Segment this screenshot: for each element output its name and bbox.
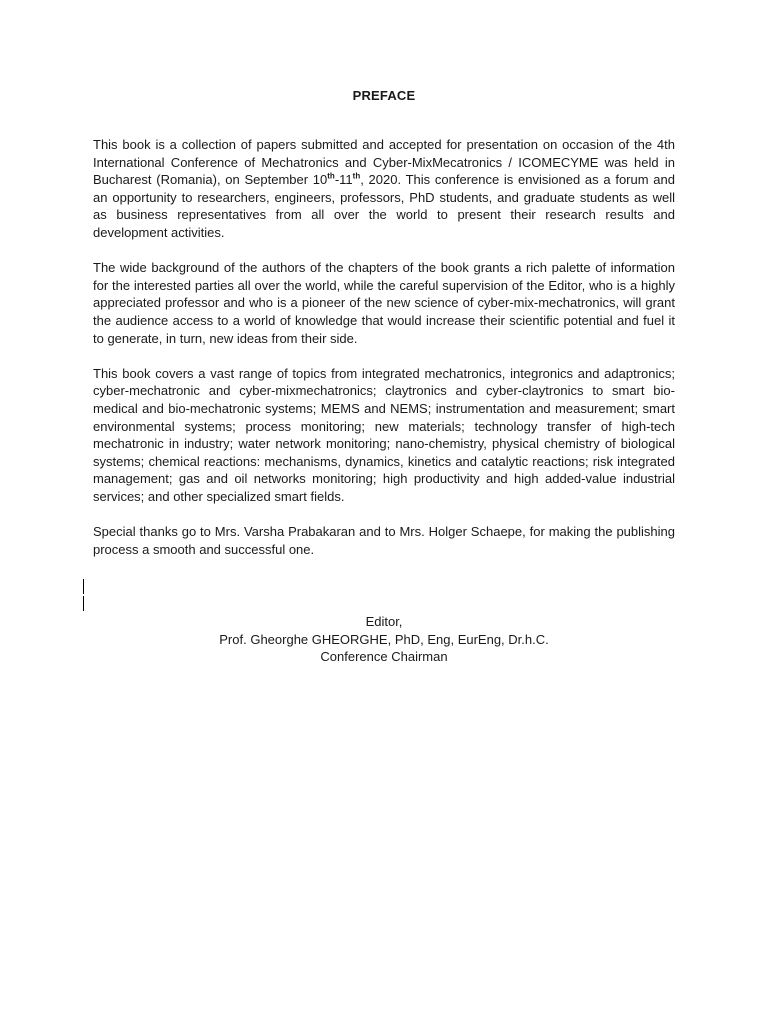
signature-block <box>0 613 768 666</box>
paragraph-intro-start: This book is a collection of papers submitted and accepted for presentation on occasion of the 4th International Conference of Mechatronics and Cyber-MixMecatronics / ICOMECYME was held in Bucharest (Romania), on September 10 <box>93 137 675 188</box>
paragraph-topics: This book covers a vast range of topics from integrated mechatronics, integronics and adaptronics; cyber-mechatronic and cyber-mixmechatronics; claytronics and cyber-claytronics to smart bio-medical and bio-mechatronic systems; MEMS and NEMS; instrumentation and measurement; smart environmental systems; process monitoring; new materials; technology transfer of high-tech mechatronic in industry; water network monitoring; nano-chemistry, physical chemistry of biological systems; chemical reactions: mechanisms, dynamics, kinetics and catalytic reactions; risk integrated management; gas and oil networks monitoring; high productivity and high added-value industrial services; and other specialized smart fields. <box>93 365 675 504</box>
text-cursor-mark <box>83 579 84 594</box>
text-cursor-mark <box>83 596 84 611</box>
preface-body <box>93 136 675 576</box>
paragraph-intro <box>93 136 675 242</box>
page-title: PREFACE <box>352 88 416 103</box>
signature-position: Conference Chairman <box>320 649 448 665</box>
date-range-end: -11 <box>334 172 353 188</box>
ordinal-suffix: th <box>327 171 335 181</box>
paragraph-thanks: Special thanks go to Mrs. Varsha Prabakaran and to Mrs. Holger Schaepe, for making the publishing process a smooth and successful one. <box>93 524 675 557</box>
paragraph-intro-end: , 2020. This conference is envisioned as a forum and an opportunity to researchers, engineers, professors, PhD students, and graduate students as well as business representatives from all over the world to present their research results and development activities. <box>93 172 675 240</box>
signature-name: Prof. Gheorghe GHEORGHE, PhD, Eng, EurEng, Dr.h.C. <box>219 631 549 647</box>
signature-role: Editor, <box>365 614 403 629</box>
ordinal-suffix: th <box>352 171 361 181</box>
paragraph-background: The wide background of the authors of the chapters of the book grants a rich palette of information for the interested parties all over the world, while the careful supervision of the Editor, who is a highly appreciated professor and who is a pioneer of the new science of cyber-mix-mechatronics, will grant the audience access to a world of knowledge that would increase their scientific potential and fuel it to generate, in turn, new ideas from their side. <box>93 260 675 346</box>
